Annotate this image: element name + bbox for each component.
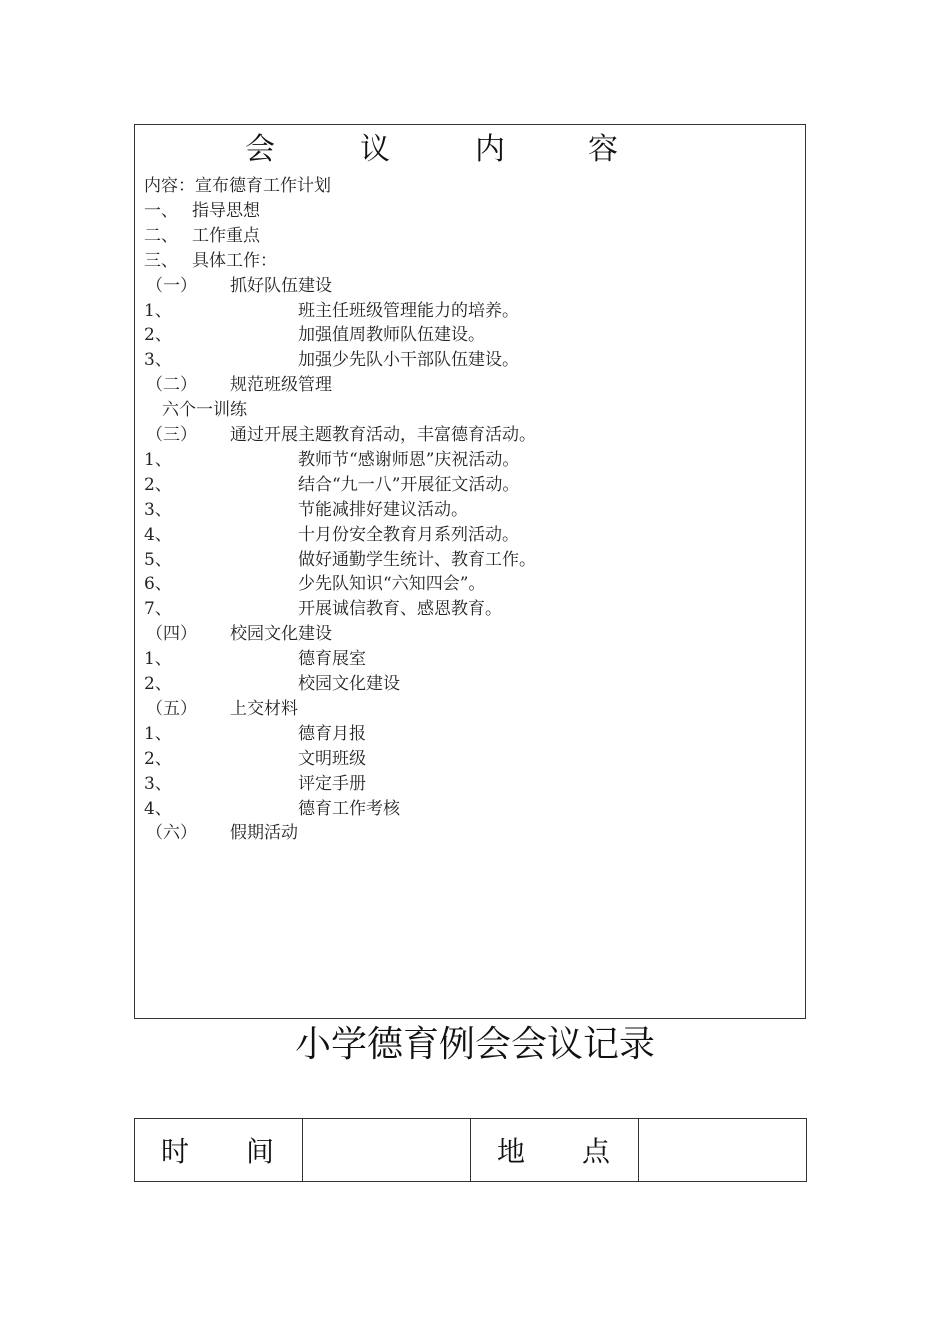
line-number: 5、 bbox=[144, 549, 172, 570]
content-line bbox=[0, 274, 950, 299]
line-text: 具体工作： bbox=[192, 250, 277, 271]
heading-char: 会 bbox=[245, 132, 275, 167]
line-text: 教师节“感谢师恩”庆祝活动。 bbox=[298, 449, 520, 470]
content-line bbox=[0, 797, 950, 822]
line-number: 二、 bbox=[144, 225, 178, 246]
line-number: （二） bbox=[146, 375, 197, 396]
line-text: 内容：宣布德育工作计划 bbox=[144, 176, 331, 196]
line-text: 节能减排好建议活动。 bbox=[298, 499, 468, 520]
place-label-char: 地 bbox=[497, 1135, 526, 1168]
line-number: 1、 bbox=[144, 449, 172, 470]
line-number: （一） bbox=[146, 275, 197, 296]
line-number: 1、 bbox=[144, 300, 172, 321]
line-text: 工作重点 bbox=[192, 225, 260, 246]
line-number: 3、 bbox=[144, 773, 172, 794]
line-text: 六个一训练 bbox=[162, 400, 247, 421]
line-number: 7、 bbox=[144, 599, 172, 620]
content-line bbox=[0, 647, 950, 672]
place-label-char: 点 bbox=[581, 1135, 610, 1168]
content-line bbox=[0, 523, 950, 548]
content-line bbox=[0, 722, 950, 747]
line-text: 上交材料 bbox=[230, 698, 298, 719]
content-line bbox=[0, 498, 950, 523]
content-line bbox=[0, 448, 950, 473]
line-text: 假期活动 bbox=[230, 823, 298, 844]
content-line bbox=[0, 572, 950, 597]
line-text: 指导思想 bbox=[192, 200, 260, 221]
content-line bbox=[0, 697, 950, 722]
content-line bbox=[0, 423, 950, 448]
line-number: 2、 bbox=[144, 748, 172, 769]
line-number: 一、 bbox=[144, 200, 178, 221]
line-number: 2、 bbox=[144, 325, 172, 346]
line-number: （三） bbox=[146, 425, 197, 445]
content-line bbox=[0, 622, 950, 647]
line-text: 开展诚信教育、感恩教育。 bbox=[298, 599, 502, 620]
content-line bbox=[0, 597, 950, 622]
content-line bbox=[0, 348, 950, 373]
line-number: 1、 bbox=[144, 723, 172, 744]
content-line bbox=[0, 398, 950, 423]
line-number: 2、 bbox=[144, 674, 172, 694]
document-title: 小学德育例会会议记录 bbox=[294, 1024, 655, 1065]
line-text: 少先队知识“六知四会”。 bbox=[298, 574, 486, 595]
time-value-cell[interactable] bbox=[303, 1119, 471, 1182]
line-number: 2、 bbox=[144, 474, 172, 495]
line-text: 结合“九一八”开展征文活动。 bbox=[298, 474, 520, 495]
line-text: 德育工作考核 bbox=[298, 798, 400, 819]
line-text: 德育月报 bbox=[298, 723, 366, 744]
line-number: 6、 bbox=[144, 574, 172, 595]
line-number: 4、 bbox=[144, 524, 172, 545]
line-text: 抓好队伍建设 bbox=[230, 275, 332, 296]
content-line bbox=[0, 548, 950, 573]
line-text: 班主任班级管理能力的培养。 bbox=[298, 300, 519, 321]
line-number: 4、 bbox=[144, 798, 172, 819]
line-text: 加强少先队小干部队伍建设。 bbox=[298, 350, 519, 371]
line-text: 做好通勤学生统计、教育工作。 bbox=[298, 549, 536, 570]
line-text: 规范班级管理 bbox=[230, 375, 332, 396]
content-line bbox=[0, 174, 950, 199]
line-number: 3、 bbox=[144, 499, 172, 520]
content-line bbox=[0, 199, 950, 224]
time-label-char: 时 bbox=[161, 1135, 190, 1168]
time-label-char: 间 bbox=[245, 1135, 274, 1168]
content-line bbox=[0, 473, 950, 498]
content-line bbox=[0, 747, 950, 772]
line-text: 加强值周教师队伍建设。 bbox=[298, 325, 485, 346]
content-line bbox=[0, 224, 950, 249]
content-line bbox=[0, 373, 950, 398]
line-number: （六） bbox=[146, 823, 197, 844]
line-text: 十月份安全教育月系列活动。 bbox=[298, 524, 519, 545]
content-line bbox=[0, 772, 950, 797]
line-number: （五） bbox=[146, 698, 197, 719]
section-heading bbox=[0, 130, 950, 170]
content-line bbox=[0, 249, 950, 274]
time-label-cell bbox=[135, 1119, 303, 1182]
heading-char: 内 bbox=[475, 132, 505, 167]
line-text: 评定手册 bbox=[298, 773, 366, 794]
content-line bbox=[0, 821, 950, 846]
meeting-info-table bbox=[134, 1118, 807, 1182]
line-text: 校园文化建设 bbox=[298, 674, 400, 694]
place-value-cell[interactable] bbox=[639, 1119, 807, 1182]
line-text: 文明班级 bbox=[298, 748, 366, 769]
line-text: 通过开展主题教育活动，丰富德育活动。 bbox=[230, 425, 536, 445]
content-line bbox=[0, 672, 950, 697]
content-line bbox=[0, 323, 950, 348]
line-text: 校园文化建设 bbox=[230, 624, 332, 645]
place-label-cell bbox=[471, 1119, 639, 1182]
line-text: 德育展室 bbox=[298, 649, 366, 670]
line-number: 三、 bbox=[144, 250, 178, 271]
heading-char: 议 bbox=[360, 132, 390, 167]
line-number: （四） bbox=[146, 624, 197, 645]
line-number: 3、 bbox=[144, 350, 172, 371]
content-line bbox=[0, 299, 950, 324]
line-number: 1、 bbox=[144, 649, 172, 670]
heading-char: 容 bbox=[588, 132, 618, 167]
